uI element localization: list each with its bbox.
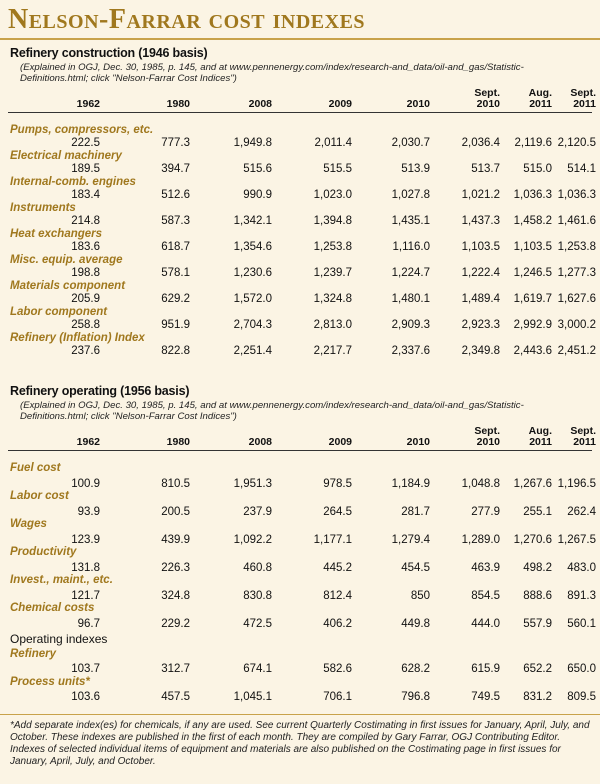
table-cell: 100.9 <box>71 478 100 490</box>
column-header-row <box>0 426 600 450</box>
row-label: Heat exchangers <box>10 228 103 240</box>
table-row <box>0 189 600 203</box>
table-cell: 1,253.8 <box>313 241 352 253</box>
table-row <box>0 345 600 359</box>
table-cell: 2,443.6 <box>513 345 552 357</box>
table-cell: 2,909.3 <box>391 319 430 331</box>
table-cell: 1,036.3 <box>557 189 596 201</box>
table-cell: 810.5 <box>161 478 190 490</box>
table-cell: 812.4 <box>323 590 352 602</box>
table-cell: 1,184.9 <box>391 478 430 490</box>
table-cell: 103.7 <box>71 663 100 675</box>
table-cell: 1,394.8 <box>313 215 352 227</box>
table-cell: 854.5 <box>471 590 500 602</box>
table-cell: 237.6 <box>71 345 100 357</box>
table-cell: 1,619.7 <box>513 293 552 305</box>
table-cell: 557.9 <box>523 618 552 630</box>
table-cell: 2,704.3 <box>233 319 272 331</box>
table-cell: 2,349.8 <box>461 345 500 357</box>
row-label: Refinery <box>10 648 57 660</box>
table-cell: 222.5 <box>71 137 100 149</box>
table-cell: 1,458.2 <box>513 215 552 227</box>
table-cell: 978.5 <box>323 478 352 490</box>
table-cell: 2,030.7 <box>391 137 430 149</box>
table-cell: 777.3 <box>161 137 190 149</box>
table-cell: 449.8 <box>401 618 430 630</box>
column-header-line: 2010 <box>476 436 500 448</box>
table-cell: 226.3 <box>161 562 190 574</box>
table-cell: 587.3 <box>161 215 190 227</box>
table-cell: 1,036.3 <box>513 189 552 201</box>
column-header: 2008 <box>248 98 272 110</box>
column-header-line: 2011 <box>573 98 596 110</box>
column-header: 2009 <box>328 436 352 448</box>
column-header-line: Sept. <box>474 425 500 437</box>
column-header: 1962 <box>76 436 100 448</box>
table-cell: 512.6 <box>161 189 190 201</box>
table-cell: 183.6 <box>71 241 100 253</box>
table-cell: 1,222.4 <box>461 267 500 279</box>
table-cell: 312.7 <box>161 663 190 675</box>
table-cell: 1,103.5 <box>513 241 552 253</box>
column-header-line: 2011 <box>529 436 552 448</box>
section-note: (Explained in OGJ, Dec. 30, 1985, p. 145, and at www.pennenergy.com/index/research-and_data/oil-and_gas/Statistic-Definitions.html; click "Nelson-Farrar Cost Indices") <box>20 400 524 422</box>
table-cell: 1,092.2 <box>233 534 272 546</box>
row-label: Labor cost <box>10 490 69 502</box>
page-title: Nelson-Farrar cost indexes <box>8 4 366 35</box>
table-cell: 706.1 <box>323 691 352 703</box>
table-cell: 831.2 <box>523 691 552 703</box>
table-cell: 460.8 <box>243 562 272 574</box>
table-cell: 1,951.3 <box>233 478 272 490</box>
table-row <box>0 506 600 520</box>
table-cell: 1,103.5 <box>461 241 500 253</box>
title-divider <box>0 38 600 40</box>
table-cell: 582.6 <box>323 663 352 675</box>
table-cell: 796.8 <box>401 691 430 703</box>
column-header: 2010 <box>406 98 430 110</box>
table-cell: 1,354.6 <box>233 241 272 253</box>
column-header <box>440 426 500 448</box>
table-cell: 96.7 <box>77 618 100 630</box>
table-cell: 454.5 <box>401 562 430 574</box>
table-cell: 578.1 <box>161 267 190 279</box>
table-cell: 394.7 <box>161 163 190 175</box>
table-cell: 463.9 <box>471 562 500 574</box>
table-cell: 1,289.0 <box>461 534 500 546</box>
row-label: Labor component <box>10 306 108 318</box>
table-cell: 258.8 <box>71 319 100 331</box>
table-row <box>0 293 600 307</box>
table-cell: 1,572.0 <box>233 293 272 305</box>
table-cell: 2,011.4 <box>314 137 352 149</box>
column-header-line: 2010 <box>476 98 500 110</box>
table-cell: 262.4 <box>567 506 596 518</box>
table-cell: 888.6 <box>523 590 552 602</box>
section-title: Refinery construction (1946 basis) <box>10 46 208 60</box>
row-label: Fuel cost <box>10 462 61 474</box>
table-cell: 618.7 <box>161 241 190 253</box>
table-cell: 1,253.8 <box>557 241 596 253</box>
column-header-row <box>0 88 600 112</box>
table-cell: 1,437.3 <box>461 215 500 227</box>
row-label: Refinery (Inflation) Index <box>10 332 145 344</box>
column-header <box>536 88 596 110</box>
table-cell: 615.9 <box>471 663 500 675</box>
table-cell: 214.8 <box>71 215 100 227</box>
table-cell: 439.9 <box>161 534 190 546</box>
table-cell: 749.5 <box>471 691 500 703</box>
table-cell: 1,239.7 <box>313 267 352 279</box>
row-label: Materials component <box>10 280 126 292</box>
table-row <box>0 691 600 705</box>
table-cell: 1,267.6 <box>513 478 552 490</box>
table-row <box>0 478 600 492</box>
table-cell: 830.8 <box>243 590 272 602</box>
table-row <box>0 267 600 281</box>
row-label: Wages <box>10 518 47 530</box>
table-cell: 1,627.6 <box>557 293 596 305</box>
table-cell: 1,267.5 <box>557 534 596 546</box>
table-cell: 255.1 <box>523 506 552 518</box>
table-cell: 1,279.4 <box>391 534 430 546</box>
table-cell: 264.5 <box>323 506 352 518</box>
table-cell: 200.5 <box>161 506 190 518</box>
row-label: Misc. equip. average <box>10 254 123 266</box>
table-row <box>0 137 600 151</box>
table-cell: 515.5 <box>323 163 352 175</box>
column-header-line: Sept. <box>570 87 596 99</box>
table-cell: 1,489.4 <box>461 293 500 305</box>
column-header-line: 2011 <box>573 436 596 448</box>
table-cell: 1,230.6 <box>233 267 272 279</box>
table-cell: 990.9 <box>243 189 272 201</box>
table-cell: 1,277.3 <box>557 267 596 279</box>
table-row <box>0 534 600 548</box>
table-cell: 628.2 <box>401 663 430 675</box>
table-cell: 515.6 <box>243 163 272 175</box>
table-cell: 123.9 <box>71 534 100 546</box>
footnote: *Add separate index(es) for chemicals, if any are used. See current Quarterly Costimating in first issues for January, April, July, and October. These indexes are published in the first of each month. They are compiled by Gary Farrar, OGJ Contributing Editor. Indexes of selected individual items of equipment and materials are also published on the Costimating page in first issues for January, April, July, and October. <box>10 720 590 767</box>
table-cell: 514.1 <box>567 163 596 175</box>
table-cell: 1,196.5 <box>557 478 596 490</box>
table-cell: 2,036.4 <box>461 137 500 149</box>
header-rule <box>8 112 592 113</box>
column-header-line: Sept. <box>474 87 500 99</box>
table-cell: 483.0 <box>567 562 596 574</box>
table-row <box>0 663 600 677</box>
table-cell: 1,461.6 <box>557 215 596 227</box>
row-label: Invest., maint., etc. <box>10 574 113 586</box>
section-note: (Explained in OGJ, Dec. 30, 1985, p. 145, and at www.pennenergy.com/index/research-and_data/oil-and_gas/Statistic-Definitions.html; click "Nelson-Farrar Cost Indices") <box>20 62 524 84</box>
table-cell: 560.1 <box>567 618 596 630</box>
table-cell: 2,251.4 <box>233 345 272 357</box>
table-cell: 198.8 <box>71 267 100 279</box>
table-cell: 513.7 <box>471 163 500 175</box>
table-cell: 189.5 <box>71 163 100 175</box>
table-cell: 281.7 <box>401 506 430 518</box>
table-cell: 103.6 <box>71 691 100 703</box>
table-cell: 444.0 <box>471 618 500 630</box>
table-cell: 652.2 <box>523 663 552 675</box>
table-cell: 237.9 <box>243 506 272 518</box>
column-header: 2008 <box>248 436 272 448</box>
table-cell: 498.2 <box>523 562 552 574</box>
table-cell: 93.9 <box>77 506 100 518</box>
column-header <box>440 88 500 110</box>
table-cell: 2,923.3 <box>461 319 500 331</box>
table-cell: 2,120.5 <box>557 137 596 149</box>
operating-indexes-label: Operating indexes <box>10 632 108 646</box>
table-cell: 406.2 <box>323 618 352 630</box>
table-cell: 674.1 <box>243 663 272 675</box>
row-label: Electrical machinery <box>10 150 122 162</box>
table-cell: 457.5 <box>161 691 190 703</box>
table-cell: 229.2 <box>161 618 190 630</box>
table-cell: 1,027.8 <box>391 189 430 201</box>
table-cell: 183.4 <box>71 189 100 201</box>
table-cell: 1,246.5 <box>513 267 552 279</box>
table-cell: 515.0 <box>523 163 552 175</box>
footnote-divider <box>0 714 600 715</box>
table-cell: 1,023.0 <box>313 189 352 201</box>
row-label: Productivity <box>10 546 77 558</box>
row-label: Instruments <box>10 202 76 214</box>
table-cell: 2,337.6 <box>391 345 430 357</box>
table-cell: 324.8 <box>161 590 190 602</box>
table-cell: 1,435.1 <box>391 215 430 227</box>
column-header <box>536 426 596 448</box>
column-header: 2009 <box>328 98 352 110</box>
table-cell: 513.9 <box>401 163 430 175</box>
table-cell: 445.2 <box>323 562 352 574</box>
column-header-line: Sept. <box>570 425 596 437</box>
table-cell: 850 <box>410 590 430 602</box>
column-header: 1980 <box>166 98 190 110</box>
table-cell: 951.9 <box>161 319 190 331</box>
table-cell: 809.5 <box>567 691 596 703</box>
table-cell: 277.9 <box>471 506 500 518</box>
table-row <box>0 163 600 177</box>
table-cell: 1,270.6 <box>513 534 552 546</box>
column-header: 2010 <box>406 436 430 448</box>
table-cell: 1,048.8 <box>461 478 500 490</box>
column-header: 1962 <box>76 98 100 110</box>
table-cell: 131.8 <box>71 562 100 574</box>
table-row <box>0 241 600 255</box>
table-cell: 1,045.1 <box>233 691 272 703</box>
column-header: 1980 <box>166 436 190 448</box>
column-header-line: Aug. <box>528 87 552 99</box>
row-label: Pumps, compressors, etc. <box>10 124 154 136</box>
table-cell: 2,451.2 <box>557 345 596 357</box>
table-cell: 1,342.1 <box>233 215 272 227</box>
table-cell: 1,177.1 <box>313 534 352 546</box>
table-cell: 1,324.8 <box>313 293 352 305</box>
column-header-line: 2011 <box>529 98 552 110</box>
table-cell: 822.8 <box>161 345 190 357</box>
table-cell: 891.3 <box>567 590 596 602</box>
table-cell: 2,813.0 <box>313 319 352 331</box>
table-cell: 1,480.1 <box>391 293 430 305</box>
table-cell: 2,992.9 <box>513 319 552 331</box>
table-cell: 121.7 <box>71 590 100 602</box>
table-cell: 2,119.6 <box>514 137 552 149</box>
table-row <box>0 215 600 229</box>
table-cell: 650.0 <box>567 663 596 675</box>
table-cell: 472.5 <box>243 618 272 630</box>
table-cell: 1,949.8 <box>233 137 272 149</box>
row-label: Chemical costs <box>10 602 95 614</box>
table-cell: 205.9 <box>71 293 100 305</box>
table-cell: 1,224.7 <box>391 267 430 279</box>
column-header-line: Aug. <box>528 425 552 437</box>
table-cell: 3,000.2 <box>557 319 596 331</box>
table-cell: 2,217.7 <box>313 345 352 357</box>
header-rule <box>8 450 592 451</box>
table-row <box>0 618 600 632</box>
row-label: Process units* <box>10 676 90 688</box>
table-row <box>0 319 600 333</box>
row-label: Internal-comb. engines <box>10 176 136 188</box>
table-cell: 1,116.0 <box>392 241 430 253</box>
table-cell: 629.2 <box>161 293 190 305</box>
table-cell: 1,021.2 <box>461 189 500 201</box>
section-title: Refinery operating (1956 basis) <box>10 384 190 398</box>
